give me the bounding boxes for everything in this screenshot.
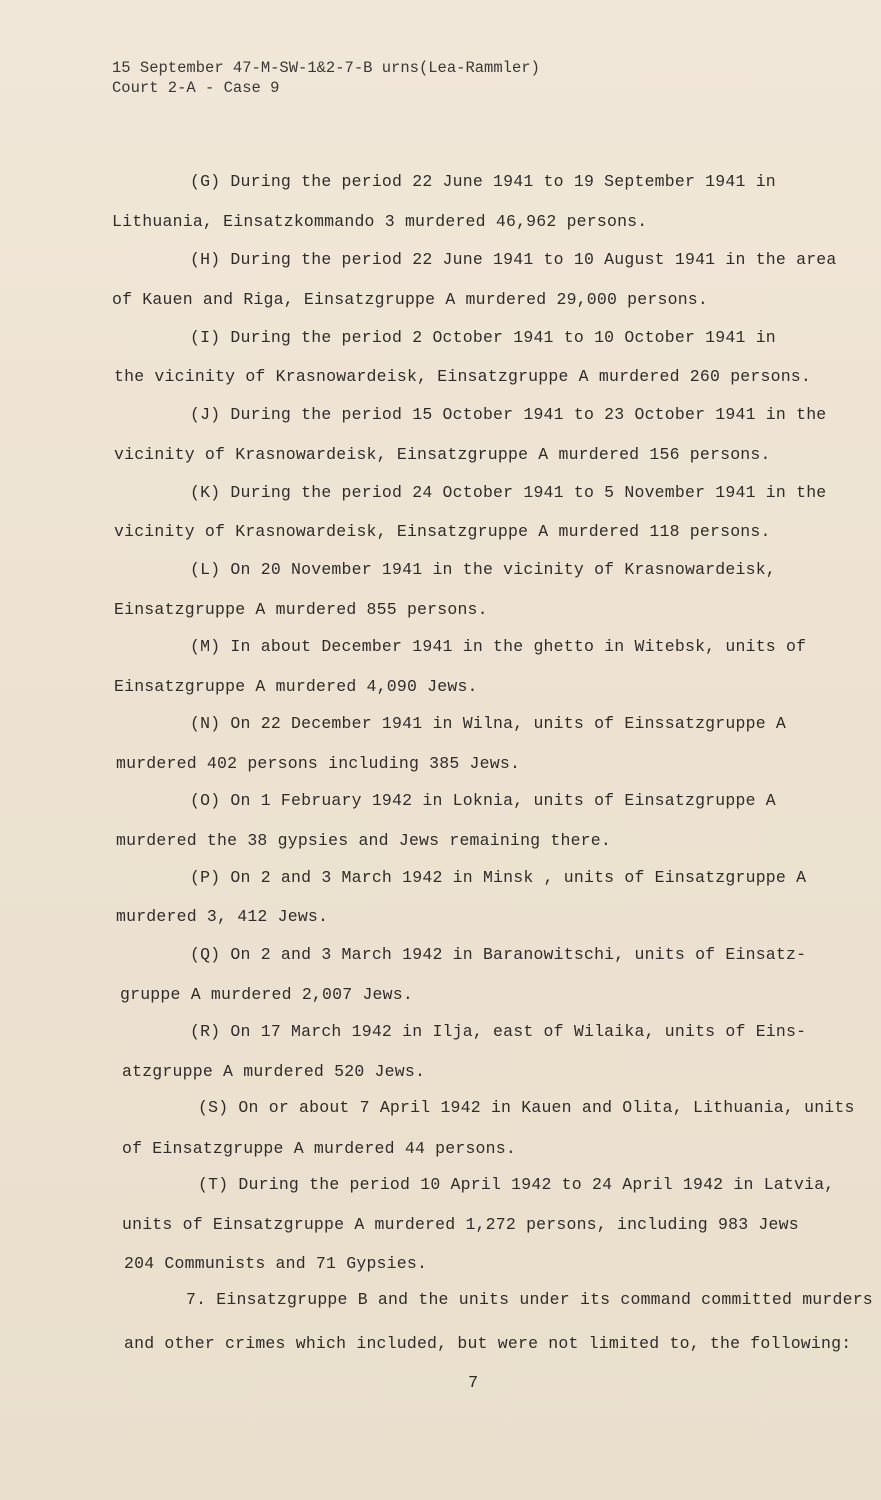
paragraph-m-line-2: Einsatzgruppe A murdered 4,090 Jews. bbox=[114, 677, 478, 696]
page-number: 7 bbox=[468, 1374, 479, 1393]
paragraph-j-line-1: (J) During the period 15 October 1941 to 23 October 1941 in the bbox=[190, 405, 827, 424]
paragraph-r-line-1: (R) On 17 March 1942 in Ilja, east of Wilaika, units of Eins- bbox=[190, 1022, 807, 1041]
paragraph-m-line-1: (M) In about December 1941 in the ghetto in Witebsk, units of bbox=[190, 637, 807, 656]
paragraph-h-line-1: (H) During the period 22 June 1941 to 10 August 1941 in the area bbox=[190, 250, 837, 269]
paragraph-t-line-1: (T) During the period 10 April 1942 to 24 April 1942 in Latvia, bbox=[198, 1175, 835, 1194]
paragraph-i-line-2: the vicinity of Krasnowardeisk, Einsatzgruppe A murdered 260 persons. bbox=[114, 367, 812, 386]
paragraph-q-line-1: (Q) On 2 and 3 March 1942 in Baranowitschi, units of Einsatz- bbox=[190, 945, 807, 964]
paragraph-j-line-2: vicinity of Krasnowardeisk, Einsatzgruppe A murdered 156 persons. bbox=[114, 445, 771, 464]
paragraph-k-line-1: (K) During the period 24 October 1941 to 5 November 1941 in the bbox=[190, 483, 827, 502]
paragraph-g-line-2: Lithuania, Einsatzkommando 3 murdered 46,962 persons. bbox=[112, 212, 648, 231]
paragraph-p-line-2: murdered 3, 412 Jews. bbox=[116, 907, 329, 926]
section-7-line-2: and other crimes which included, but were not limited to, the following: bbox=[124, 1334, 852, 1353]
paragraph-r-line-2: atzgruppe A murdered 520 Jews. bbox=[122, 1062, 426, 1081]
paragraph-t-line-2: units of Einsatzgruppe A murdered 1,272 persons, including 983 Jews bbox=[122, 1215, 799, 1234]
document-header bbox=[112, 58, 540, 98]
paragraph-o-line-2: murdered the 38 gypsies and Jews remaining there. bbox=[116, 831, 611, 850]
paragraph-p-line-1: (P) On 2 and 3 March 1942 in Minsk , units of Einsatzgruppe A bbox=[190, 868, 807, 887]
section-7-line-1: 7. Einsatzgruppe B and the units under its command committed murders bbox=[186, 1290, 873, 1309]
paragraph-g-line-1: (G) During the period 22 June 1941 to 19 September 1941 in bbox=[190, 172, 776, 191]
paragraph-n-line-2: murdered 402 persons including 385 Jews. bbox=[116, 754, 521, 773]
paragraph-h-line-2: of Kauen and Riga, Einsatzgruppe A murdered 29,000 persons. bbox=[112, 290, 708, 309]
paragraph-s-line-2: of Einsatzgruppe A murdered 44 persons. bbox=[122, 1139, 516, 1158]
paragraph-o-line-1: (O) On 1 February 1942 in Loknia, units of Einsatzgruppe A bbox=[190, 791, 776, 810]
paragraph-q-line-2: gruppe A murdered 2,007 Jews. bbox=[120, 985, 413, 1004]
paragraph-k-line-2: vicinity of Krasnowardeisk, Einsatzgruppe A murdered 118 persons. bbox=[114, 522, 771, 541]
header-reference: 15 September 47-M-SW-1&2-7-B urns(Lea-Rammler) bbox=[112, 59, 540, 77]
paragraph-n-line-1: (N) On 22 December 1941 in Wilna, units of Einssatzgruppe A bbox=[190, 714, 786, 733]
paragraph-l-line-1: (L) On 20 November 1941 in the vicinity of Krasnowardeisk, bbox=[190, 560, 776, 579]
header-court: Court 2-A - Case 9 bbox=[112, 79, 280, 97]
paragraph-i-line-1: (I) During the period 2 October 1941 to 10 October 1941 in bbox=[190, 328, 776, 347]
paragraph-s-line-1: (S) On or about 7 April 1942 in Kauen and Olita, Lithuania, units bbox=[198, 1098, 855, 1117]
paragraph-t-line-3: 204 Communists and 71 Gypsies. bbox=[124, 1254, 428, 1273]
paragraph-l-line-2: Einsatzgruppe A murdered 855 persons. bbox=[114, 600, 488, 619]
